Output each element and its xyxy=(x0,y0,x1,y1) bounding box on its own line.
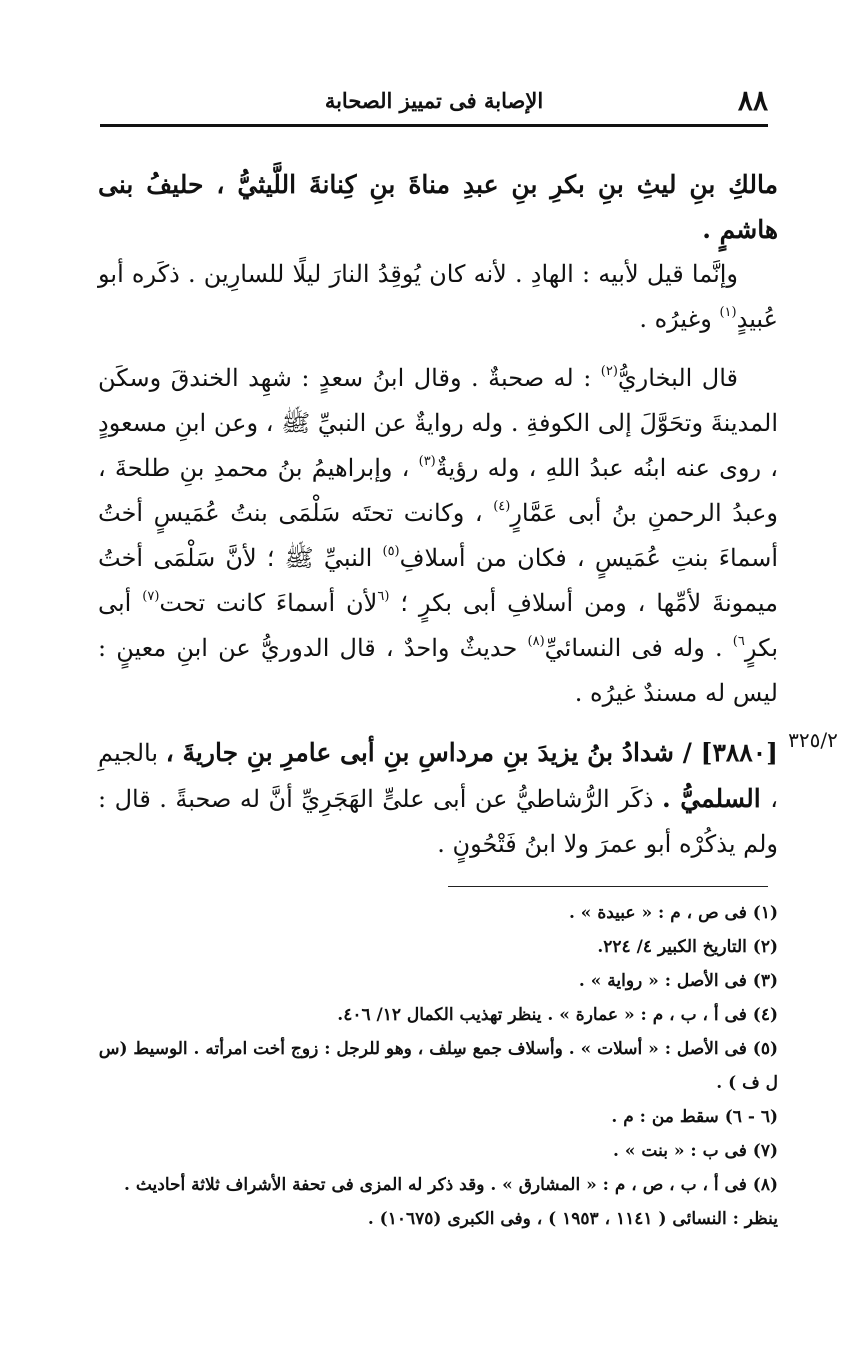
footnote-ref-6-close: ٦) xyxy=(732,634,745,649)
main-text xyxy=(98,162,778,867)
footnote-ref-5: (٥) xyxy=(382,544,400,559)
footnote-ref-1: (١) xyxy=(719,305,737,320)
entry-3880 xyxy=(98,730,778,867)
text-span: . وله فى النسائيِّ xyxy=(544,634,733,662)
page-number: ٨٨ xyxy=(737,84,768,117)
text-span: النبيِّ ﷺ ؛ لأنَّ سَلْمَى أختُ ميمونةَ لأمِّها ، ومن أسلافِ أبى بكرٍ ؛ xyxy=(98,544,778,617)
running-title: الإصابة فى تمييز الصحابة xyxy=(324,88,544,113)
footnote-1: (١) فى ص ، م : « عبيدة » . xyxy=(568,903,778,923)
entry-title: مالكِ بنِ ليثِ بنِ بكرِ بنِ عبدِ مناةَ بنِ كِنانةَ اللَّيثيُّ ، حليفُ بنى هاشمٍ . xyxy=(98,170,778,244)
footnote-8: (٨) فى أ ، ب ، ص ، م : « المشارق » . وقد ذكر له المزى فى تحفة الأشراف ثلاثة أحاديث . ينظر : النسائى ( ١١٤١ ، ١٩٥٣ ) ، وفى الكبرى (١٠٦٧٥) . xyxy=(124,1175,778,1229)
footnote-ref-4: (٤) xyxy=(493,499,511,514)
footnote-3: (٣) فى الأصل : « رواية » . xyxy=(578,971,778,991)
footnotes xyxy=(98,896,778,1236)
paragraph-hadi xyxy=(98,252,778,342)
footnote-6: (٦ - ٦) سقط من : م . xyxy=(611,1107,778,1127)
footnote-7: (٧) فى ب : « بنت » . xyxy=(613,1141,778,1161)
footnote-ref-8: (٨) xyxy=(527,634,545,649)
footnote-ref-2: (٢) xyxy=(600,364,618,379)
footnote-5: (٥) فى الأصل : « أسلات » . وأسلاف جمع سِلف ، وهو للرجل : زوج أخت امرأته . الوسيط (س ل ف ) . xyxy=(98,1039,778,1093)
entry-name: / شدادُ بنُ يزيدَ بنِ مرداسِ بنِ أبى عامرِ بنِ جاريةَ ، xyxy=(165,738,701,767)
footnote-rule xyxy=(448,886,768,887)
page-header xyxy=(100,80,768,120)
paragraph-bukhari xyxy=(98,356,778,716)
text-span: قال البخاريُّ xyxy=(617,364,738,392)
margin-reference: ٣٢٥/٢ xyxy=(788,728,838,752)
text-span: حديثٌ واحدٌ ، قال الدوريُّ عن ابنِ معينٍ : ليس له مسندٌ غيرُه . xyxy=(98,634,778,707)
header-rule xyxy=(100,124,768,127)
footnote-ref-7: (٧) xyxy=(142,589,160,604)
text-span: : له صحبةٌ . وقال ابنُ سعدٍ : شهِد الخندقَ وسكَن المدينةَ وتحَوَّلَ إلى الكوفةِ . وله روايةٌ عن النبيِّ ﷺ ، وعن ابنِ مسعودٍ ، روى عنه ابنُه عبدُ اللهِ ، وله رؤيةٌ xyxy=(98,364,778,482)
paragraph-hadi-end: وغيرُه . xyxy=(639,305,712,333)
entry-text-b: ذكَر الرُّشاطيُّ عن أبى علىٍّ الهَجَرِيِّ أنَّ له صحبةً . قال : ولم يذكُرْه أبو عمرَ ولا ابنُ فَتْحُونٍ . xyxy=(98,785,778,858)
footnote-ref-3: (٣) xyxy=(418,454,436,469)
footnote-ref-6-open: (٦ xyxy=(377,589,390,604)
entry-text-a: بالجيمِ ، xyxy=(98,739,778,813)
entry-number: [٣٨٨٠] xyxy=(700,738,779,767)
text-span: ، وإبراهيمُ بنُ محمدِ بنِ طلحةَ ، وعبدُ الرحمنِ بنُ أبى عَمَّارٍ xyxy=(98,454,778,527)
footnote-2: (٢) التاريخ الكبير ٤/ ٢٢٤. xyxy=(597,937,778,957)
paragraph-hadi-text: وإنَّما قيل لأبيه : الهادِ . لأنه كان يُوقِدُ النارَ ليلًا للسارِين . ذكَره أبو عُبيدٍ xyxy=(98,260,778,333)
footnote-4: (٤) فى أ ، ب ، م : « عمارة » . ينظر تهذيب الكمال ١٢/ ٤٠٦. xyxy=(337,1005,778,1025)
text-span: لأن أسماءَ كانت تحت xyxy=(159,589,378,617)
text-span: ، وكانت تحتَه سَلْمَى بنتُ عُمَيسٍ أختُ أسماءَ بنتِ عُمَيسٍ ، فكان من أسلافِ xyxy=(98,499,778,572)
text-span: أبى بكرٍ xyxy=(98,589,779,662)
entry-nisba: السلميُّ . xyxy=(662,784,771,813)
